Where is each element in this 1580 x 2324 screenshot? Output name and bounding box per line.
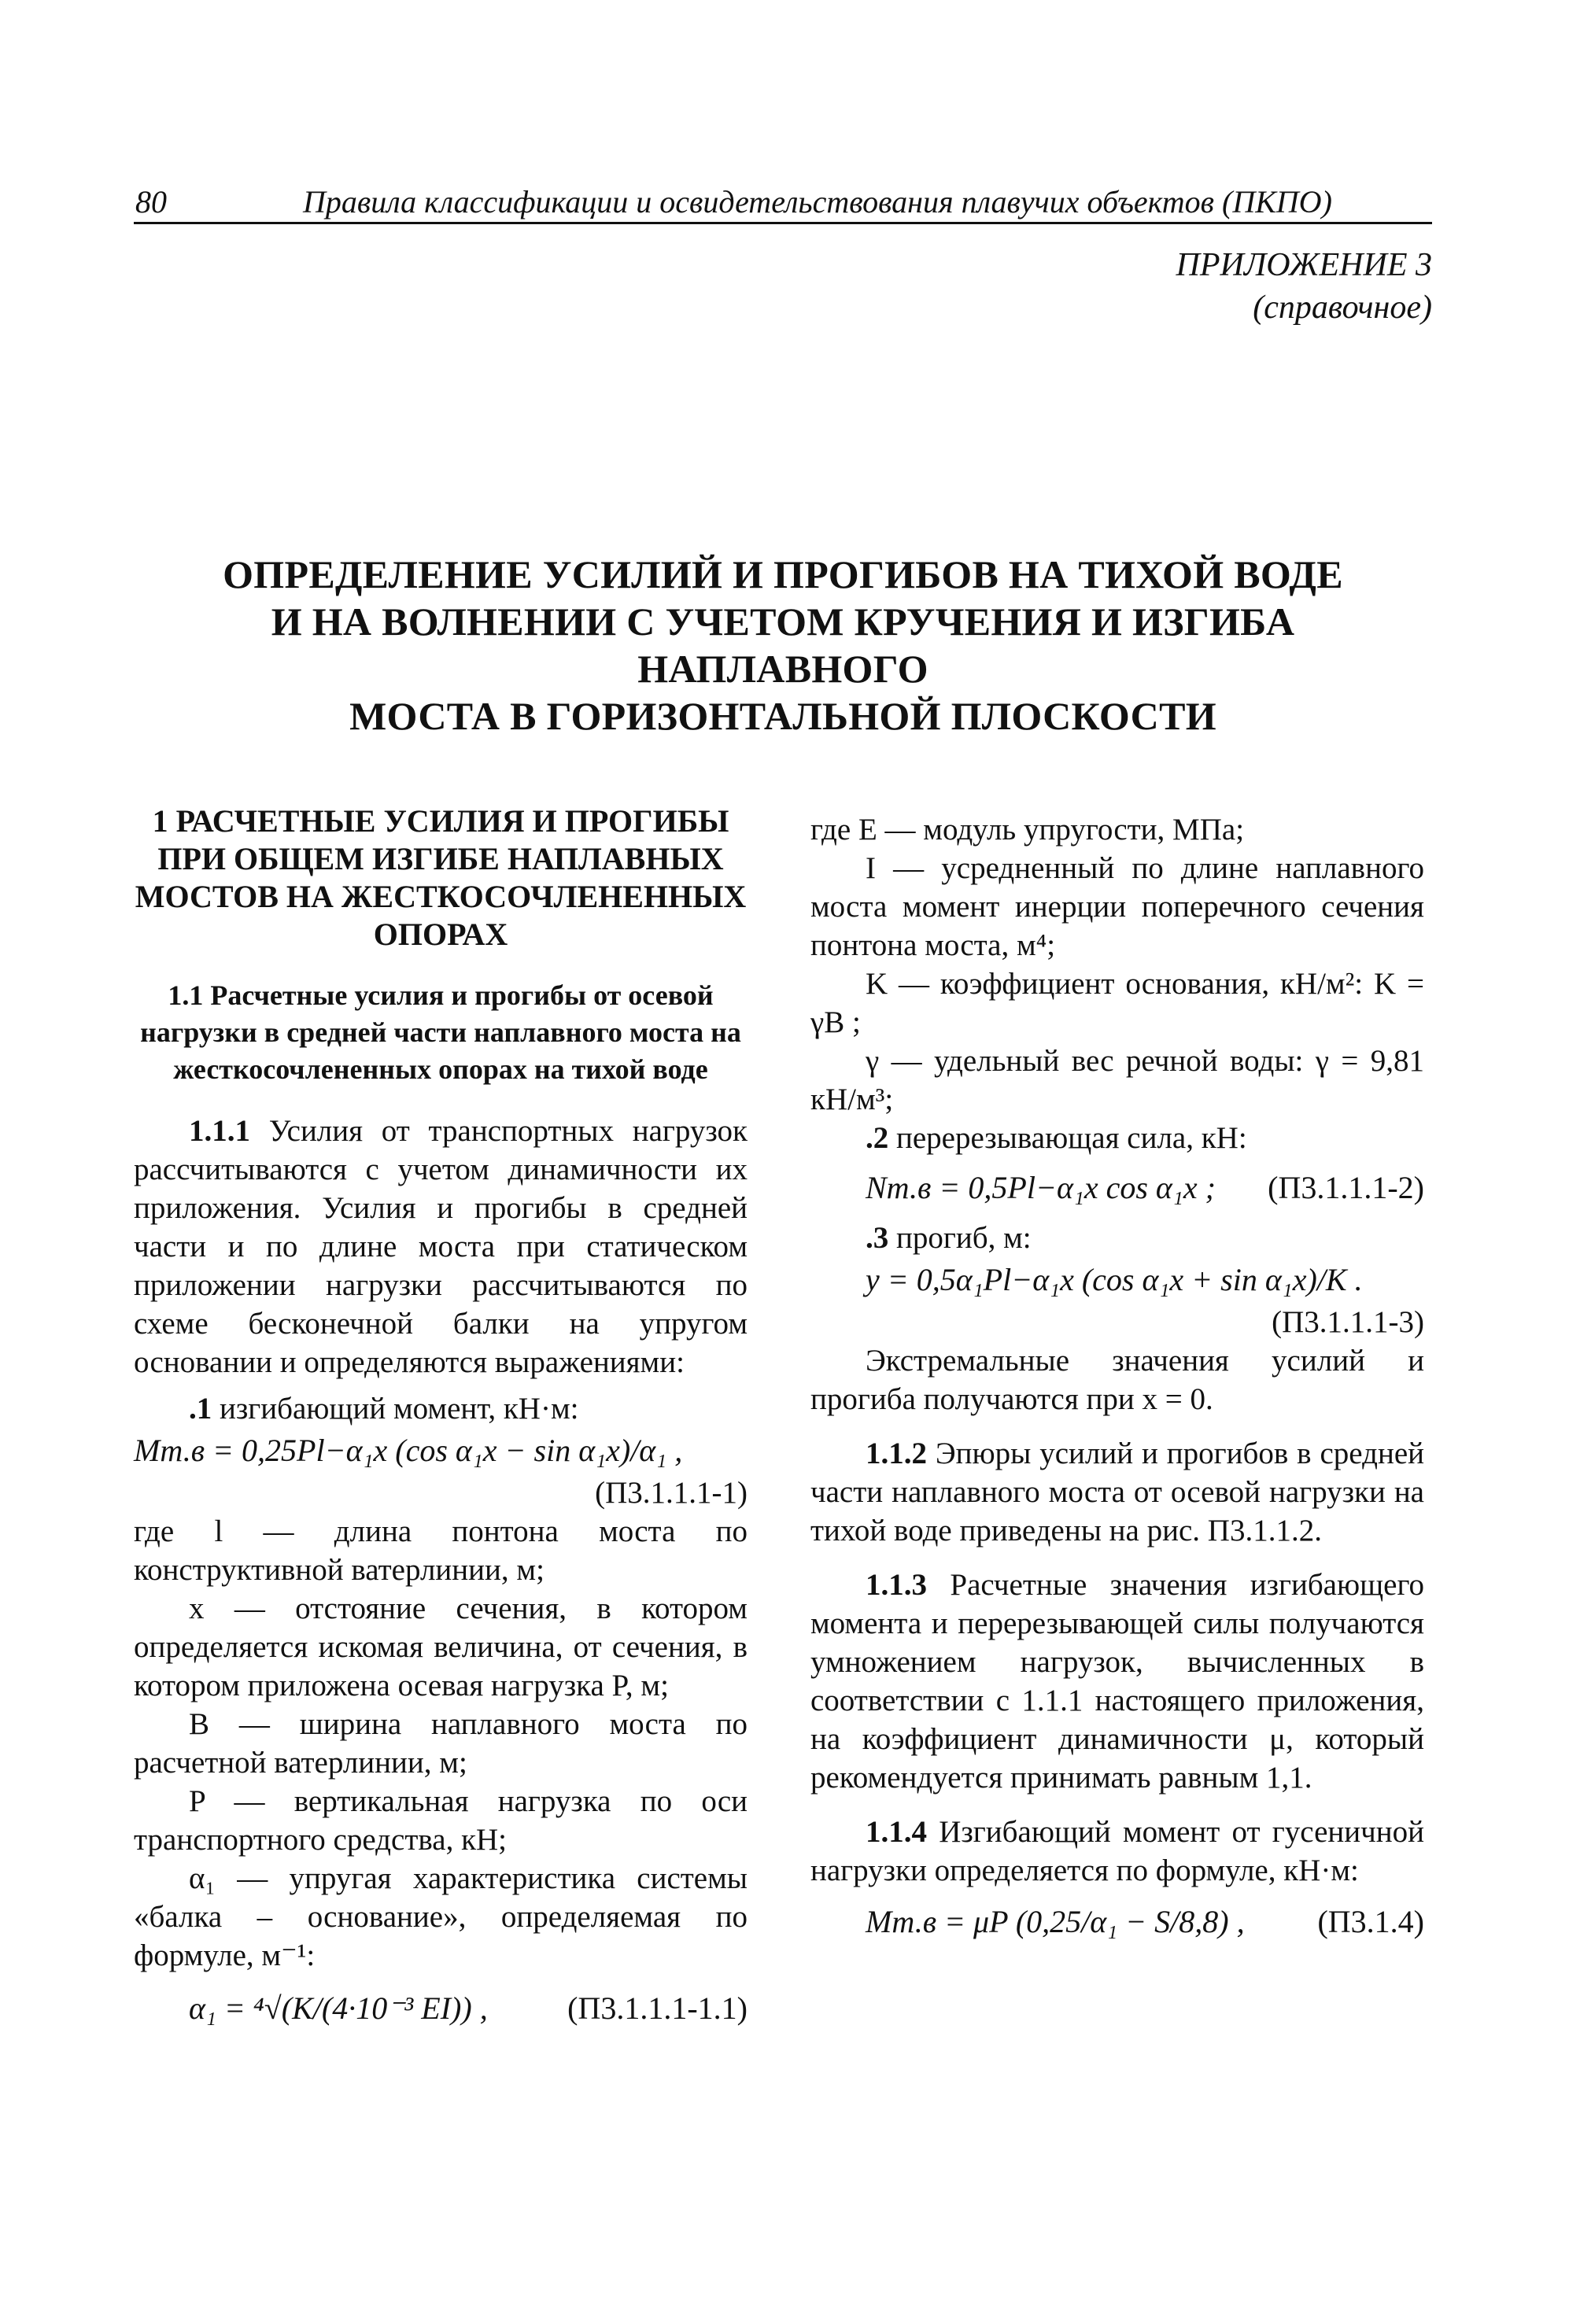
paragraph-1-1-2 [810,1434,1424,1550]
appendix-label: ПРИЛОЖЕНИЕ 3 [1176,247,1432,283]
formula-bending-moment [134,1428,748,1474]
paragraph-text: Расчетные значения изгибающего момента и перерезывающей силы получаются умножением нагрузок, вычисленных в соответствии с 1.1.1 настоящего приложения, на коэффициент динамичности μ, который рекомендуется принимать равным 1,1. [810,1568,1424,1795]
formula-number: (П3.1.1.1-1.1) [567,1990,748,2026]
main-title-line-2: И НА ВОЛНЕНИИ С УЧЕТОМ КРУЧЕНИЯ И ИЗГИБА НАПЛАВНОГО [271,599,1295,691]
definition-l: где l — длина понтона моста по конструктивной ватерлинии, м; [134,1514,748,1587]
main-title-line-3: МОСТА В ГОРИЗОНТАЛЬНОЙ ПЛОСКОСТИ [349,694,1216,738]
paragraph-text: Эпюры усилий и прогибов в средней части наплавного моста от осевой нагрузки на тихой воде приведены на рис. П3.1.1.2. [810,1437,1424,1547]
paragraph-1-1-4 [810,1813,1424,1890]
definition-I: I — усредненный по длине наплавного моста момент инерции поперечного сечения понтона моста, м⁴; [810,851,1424,962]
item-2 [810,1119,1424,1157]
page-number: 80 [135,184,167,219]
item-number: .2 [866,1121,889,1155]
formula-track-bending-moment [810,1899,1424,1945]
formula-shear-force [810,1165,1424,1211]
item-text: прогиб, м: [888,1221,1032,1255]
formula-alpha1 [134,1986,748,2031]
item-1 [134,1389,748,1428]
running-header [134,183,1432,224]
formula-number: (П3.1.1.1-1) [595,1476,748,1510]
paragraph-number: 1.1.2 [866,1437,927,1470]
paragraph-1-1-1 [134,1112,748,1381]
main-title [134,551,1432,740]
definition-B: B — ширина наплавного моста по расчетной ватерлинии, м; [134,1707,748,1780]
formula-expression: y = 0,5α₁Pl−α₁x (cos α₁x + sin α₁x)/K . [866,1262,1363,1297]
item-text: перерезывающая сила, кН: [888,1121,1247,1155]
paragraph-number: 1.1.1 [189,1114,250,1148]
left-column [134,802,748,2031]
paragraph-number: 1.1.3 [866,1568,927,1602]
item-3 [810,1219,1424,1257]
formula-expression: α₁ = ⁴√(K/(4·10⁻³ EI)) , [189,1990,488,2026]
section-heading: 1 РАСЧЕТНЫЕ УСИЛИЯ И ПРОГИБЫ ПРИ ОБЩЕМ ИЗГИБЕ НАПЛАВНЫХ МОСТОВ НА ЖЕСТКОСОЧЛЕНЕННЫХ ОПОРАХ [135,803,747,952]
item-number: .3 [866,1221,889,1255]
definition-P: P — вертикальная нагрузка по оси транспортного средства, кН; [134,1784,748,1857]
definition-K: K — коэффициент основания, кН/м²: K = γB ; [810,967,1424,1039]
definition-x: x — отстояние сечения, в котором определяется искомая величина, от сечения, в котором приложена осевая нагрузка P, м; [134,1592,748,1702]
item-number: .1 [189,1392,212,1426]
formula-deflection [810,1257,1424,1303]
formula-expression: Mт.в = 0,25Pl−α₁x (cos α₁x − sin α₁x)/α₁ , [134,1433,683,1468]
subsection-heading: 1.1 Расчетные усилия и прогибы от осевой нагрузки в средней части наплавного моста на жесткосочлененных опорах на тихой воде [140,979,741,1085]
formula-number: (П3.1.1.1-3) [1272,1305,1424,1339]
definition-alpha1: α₁ — упругая характеристика системы «балка – основание», определяемая по формуле, м⁻¹: [134,1861,748,1972]
formula-expression: Nт.в = 0,5Pl−α₁x cos α₁x ; [866,1170,1216,1205]
extreme-values-note: Экстремальные значения усилий и прогиба получаются при x = 0. [810,1344,1424,1416]
item-text: изгибающий момент, кН·м: [212,1392,579,1426]
definition-gamma: γ — удельный вес речной воды: γ = 9,81 кН/м³; [810,1044,1424,1116]
paragraph-text: Усилия от транспортных нагрузок рассчитываются с учетом динамичности их приложения. Усилия и прогибы в средней части и по длине моста при статическом приложении нагрузки рассчитываются по схеме бесконечной балки на упругом основании и определяются выражениями: [134,1114,748,1379]
definition-E: где E — модуль упругости, МПа; [810,813,1245,847]
paragraph-1-1-3 [810,1566,1424,1797]
formula-number: (П3.1.1.1-2) [1268,1170,1424,1205]
paragraph-number: 1.1.4 [866,1815,927,1849]
right-column [810,810,1424,1945]
appendix-label-block [1176,244,1432,329]
paragraph-text: Изгибающий момент от гусеничной нагрузки определяется по формуле, кН·м: [810,1815,1424,1887]
appendix-kind: (справочное) [1253,290,1432,326]
formula-number: (П3.1.4) [1317,1904,1424,1939]
formula-expression: Mт.в = μP (0,25/α₁ − S/8,8) , [866,1904,1245,1939]
running-title: Правила классификации и освидетельствования плавучих объектов (ПКПО) [303,184,1332,219]
main-title-line-1: ОПРЕДЕЛЕНИЕ УСИЛИЙ И ПРОГИБОВ НА ТИХОЙ ВОДЕ [223,552,1343,596]
